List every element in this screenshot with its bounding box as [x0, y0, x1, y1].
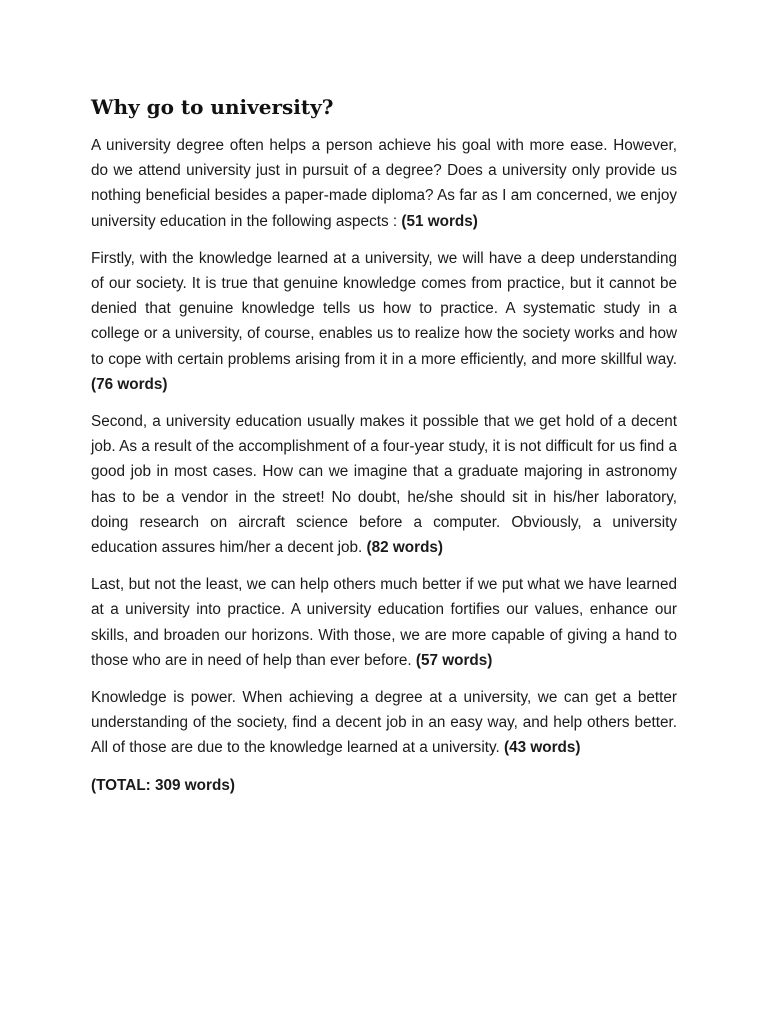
paragraph-text: Last, but not the least, we can help others much better if we put what we have learned at a university into practice. A university education fortifies our values, enhance our skills, and broaden our horizons. With those, we are more capable of giving a hand to those who are in need of help than ever before.: [91, 576, 677, 669]
paragraph-intro: [91, 133, 677, 234]
paragraph-text: Firstly, with the knowledge learned at a university, we will have a deep understanding of our society. It is true that genuine knowledge comes from practice, but it cannot be denied that genuine knowledge tells us how to practice. A systematic study in a college or a university, of course, enables us to realize how the society works and how to cope with certain problems arising from it in a more efficiently, and more skillful way.: [91, 249, 677, 368]
paragraph-text: A university degree often helps a person achieve his goal with more ease. However, do we attend university just in pursuit of a degree? Does a university only provide us nothing beneficial besides a paper-made diploma? As far as I am concerned, we enjoy university education in the following aspects :: [91, 137, 677, 230]
document-title: Why go to university?: [91, 95, 334, 119]
paragraph-second-point: [91, 409, 677, 560]
paragraph-text: Second, a university education usually makes it possible that we get hold of a decent job. As a result of the accomplishment of a four-year study, it is not difficult for us find a good job in most cases. How can we imagine that a graduate majoring in astronomy has to be a vendor in the street! No doubt, he/she should sit in his/her laboratory, doing research on aircraft science before a computer. Obviously, a university education assures him/her a decent job.: [91, 413, 677, 557]
total-word-count: (TOTAL: 309 words): [91, 776, 235, 794]
word-count: (51 words): [401, 212, 478, 230]
paragraph-last-point: [91, 572, 677, 673]
word-count: (57 words): [415, 651, 493, 669]
document-content: [91, 94, 677, 798]
word-count: (76 words): [91, 375, 168, 393]
word-count: (82 words): [366, 539, 444, 557]
paragraph-first-point: [91, 246, 677, 397]
paragraph-conclusion: [91, 685, 677, 761]
paragraph-text: Knowledge is power. When achieving a degree at a university, we can get a better understanding of the society, find a decent job in an easy way, and help others better. All of those are due to the knowledge learned at a university.: [91, 689, 677, 757]
word-count: (43 words): [504, 739, 581, 757]
